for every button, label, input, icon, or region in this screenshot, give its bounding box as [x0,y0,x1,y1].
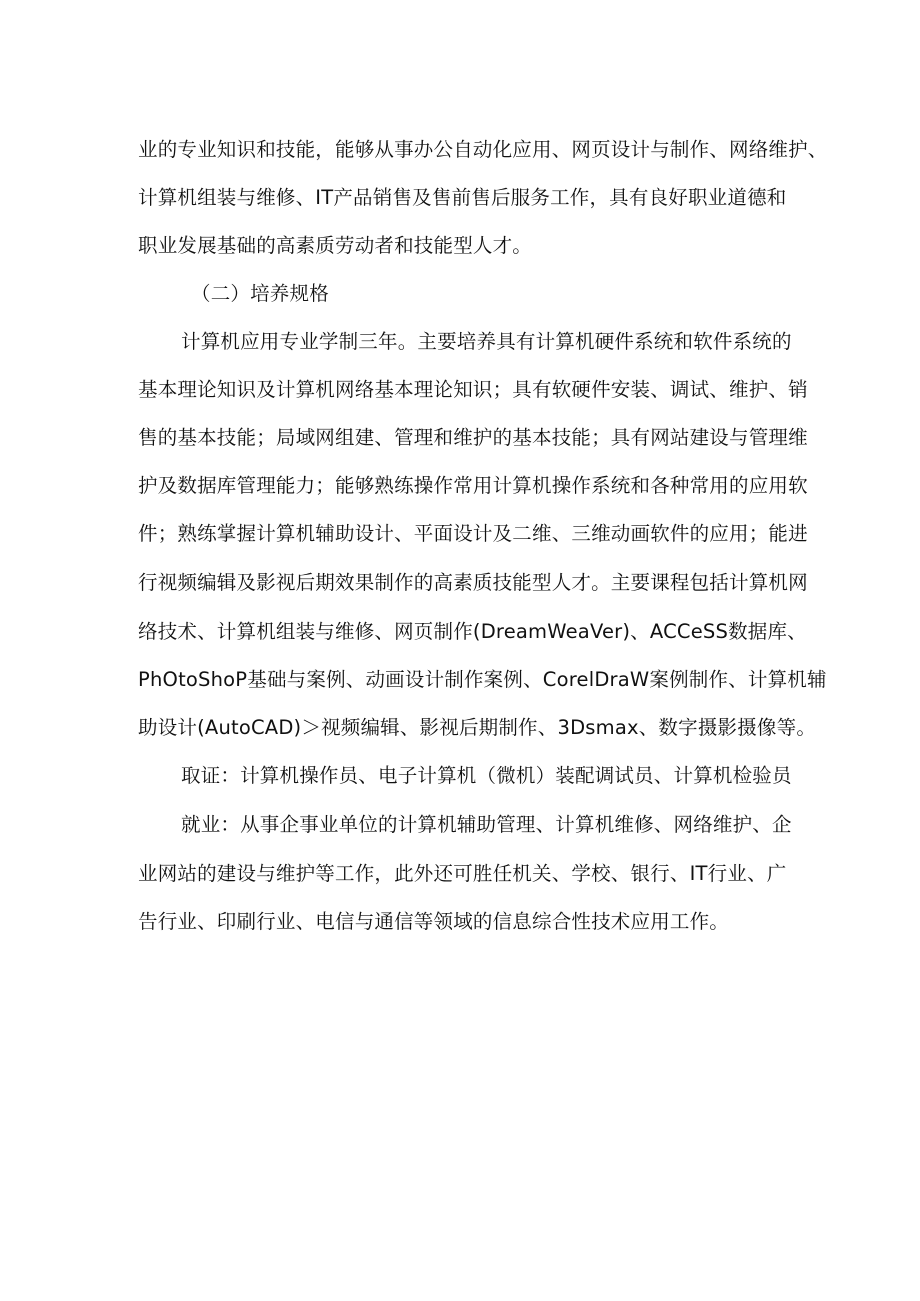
text-line: 基本理论知识及计算机网络基本理论知识；具有软硬件安装、调试、维护、销 [138,378,808,401]
text-line: 计算机组装与维修、IT产品销售及售前售后服务工作，具有良好职业道德和 [138,186,787,209]
text-line: 职业发展基础的高素质劳动者和技能型人才。 [138,234,533,257]
text-line: 行视频编辑及影视后期效果制作的高素质技能型人才。主要课程包括计算机网 [138,571,808,594]
text-line: 件；熟练掌握计算机辅助设计、平面设计及二维、三维动画软件的应用；能进 [138,522,808,545]
text-line: 就业：从事企事业单位的计算机辅助管理、计算机维修、网络维护、企 [181,813,792,836]
text-line: 告行业、印刷行业、电信与通信等领域的信息综合性技术应用工作。 [138,910,730,933]
text-line: 业的专业知识和技能，能够从事办公自动化应用、网页设计与制作、网络维护、 [138,138,828,161]
text-line: PhOtoShoP基础与案例、动画设计制作案例、CorelDraW案例制作、计算机辅 [138,668,827,691]
text-line: 取证：计算机操作员、电子计算机（微机）装配调试员、计算机检验员 [181,764,792,787]
text-line: 售的基本技能；局域网组建、管理和维护的基本技能；具有网站建设与管理维 [138,426,808,449]
text-line: 护及数据库管理能力；能够熟练操作常用计算机操作系统和各种常用的应用软 [138,474,808,497]
text-line: 助设计(AutoCAD)＞视频编辑、影视后期制作、3Dsmax、数字摄影摄像等。 [138,716,817,739]
text-line: 业网站的建设与维护等工作，此外还可胜任机关、学校、银行、IT行业、广 [138,862,787,885]
section-heading: （二）培养规格 [191,282,329,305]
text-line: 络技术、计算机组装与维修、网页制作(DreamWeaVer)、ACCeSS数据库、 [138,620,807,643]
text-line: 计算机应用专业学制三年。主要培养具有计算机硬件系统和软件系统的 [181,330,792,353]
